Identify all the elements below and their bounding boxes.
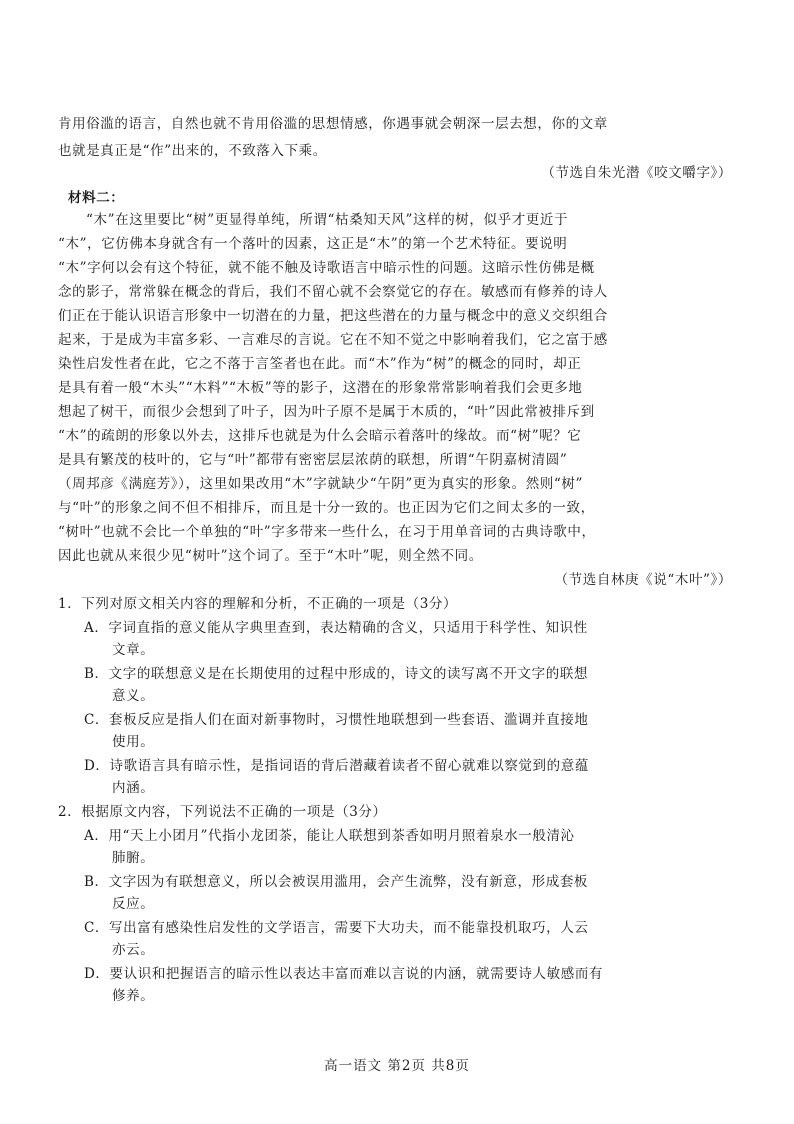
question-2-option-d[interactable]: D．要认识和把握语言的暗示性以表达丰富而难以言说的内涵，就需要诗人敏感而有 <box>84 966 604 982</box>
material2-line: 们正在于能认识语言形象中一切潜在的力量，把这些潜在的力量与概念中的意义交织组合 <box>58 308 608 324</box>
question-2-option-a[interactable]: A．用“天上小团月”代指小龙团茶，能让人联想到茶香如明月照着泉水一般清沁 <box>84 828 575 844</box>
material2-line: “木”字何以会有这个特征，就不能不触及诗歌语言中暗示性的问题。这暗示性仿佛是概 <box>58 260 595 276</box>
material2-line: “树叶”也就不会比一个单独的“叶”字多带来一些什么，在习于用单音词的古典诗歌中， <box>58 524 596 540</box>
material2-line: 起来，于是成为丰富多彩、一言难尽的言说。它在不知不觉之中影响着我们，它之富于感 <box>58 332 608 348</box>
material2-heading: 材料二： <box>68 190 125 206</box>
material2-line: 念的影子，常常躲在概念的背后，我们不留心就不会察觉它的存在。敏感而有修养的诗人 <box>58 284 608 300</box>
question-1-option-c-cont: 使用。 <box>112 734 155 750</box>
question-1-stem: 1．下列对原文相关内容的理解和分析，不正确的一项是（3分） <box>58 596 458 612</box>
material1-line: 也就是真正是“作”出来的，不致落入下乘。 <box>58 143 327 159</box>
question-1-option-d-cont: 内涵。 <box>112 780 155 796</box>
page-footer: 高一语文 第2页 共8页 <box>324 1058 470 1074</box>
material1-line: 肯用俗滥的语言，自然也就不肯用俗滥的思想情感，你遇事就会朝深一层去想，你的文章 <box>58 116 608 132</box>
material2-source: （节选自林庚《说“木叶”》） <box>554 572 732 588</box>
question-2-option-c-cont: 亦云。 <box>112 942 155 958</box>
question-2-option-b-cont: 反应。 <box>112 896 155 912</box>
material2-line: （周邦彦《满庭芳》），这里如果改用“木”字就缺少“午阴”更为真实的形象。然则“树” <box>58 476 584 492</box>
material2-line: 是具有繁茂的枝叶的，它与“叶”都带有密密层层浓荫的联想，所谓“午阴嘉树清圆” <box>58 452 568 468</box>
question-1-option-c[interactable]: C．套板反应是指人们在面对新事物时，习惯性地联想到一些套语、滥调并直接地 <box>84 712 589 728</box>
question-1-option-b[interactable]: B．文字的联想意义是在长期使用的过程中形成的，诗文的读写离不开文字的联想 <box>84 666 589 682</box>
question-2-option-a-cont: 肺腑。 <box>112 850 155 866</box>
question-1-option-b-cont: 意义。 <box>112 688 155 704</box>
material2-line: 染性启发性者在此，它之不落于言筌者也在此。而“木”作为“树”的概念的同时，却正 <box>58 356 582 372</box>
question-1-option-a[interactable]: A．字词直指的意义能从字典里查到，表达精确的含义，只适用于科学性、知识性 <box>84 620 588 636</box>
material2-line: “木”的疏朗的形象以外去，这排斥也就是为什么会暗示着落叶的缘故。而“树”呢？它 <box>58 428 582 444</box>
question-2-option-b[interactable]: B．文字因为有联想意义，所以会被误用滥用，会产生流弊，没有新意，形成套板 <box>84 874 589 890</box>
question-1-option-a-cont: 文章。 <box>112 642 155 658</box>
question-2-stem: 2．根据原文内容，下列说法不正确的一项是（3分） <box>58 804 387 820</box>
material2-line: “木”在这里要比“树”更显得单纯，所谓“枯桑知天风”这样的树，似乎才更近于 <box>86 212 569 228</box>
question-2-option-d-cont: 修养。 <box>112 988 155 1004</box>
material2-line: 与“叶”的形象之间不但不相排斥，而且是十分一致的。也正因为它们之间太多的一致， <box>58 500 595 516</box>
material2-line: 是具有着一般“木头”“木料”“木板”等的影子，这潜在的形象常常影响着我们会更多地 <box>58 380 583 396</box>
material1-source: （节选自朱光潜《咬文嚼字》） <box>541 165 732 181</box>
material2-line: 因此也就从来很少见“树叶”这个词了。至于“木叶”呢，则全然不同。 <box>58 548 483 564</box>
question-1-option-d[interactable]: D．诗歌语言具有暗示性，是指词语的背后潜藏着读者不留心就难以察觉到的意蕴 <box>84 758 589 774</box>
question-2-option-c[interactable]: C．写出富有感染性启发性的文学语言，需要下大功夫，而不能靠投机取巧，人云 <box>84 920 589 936</box>
material2-line: “木”，它仿佛本身就含有一个落叶的因素，这正是“木”的第一个艺术特征。要说明 <box>58 236 568 252</box>
material2-line: 想起了树干，而很少会想到了叶子，因为叶子原不是属于木质的，“叶”因此常被排斥到 <box>58 404 595 420</box>
